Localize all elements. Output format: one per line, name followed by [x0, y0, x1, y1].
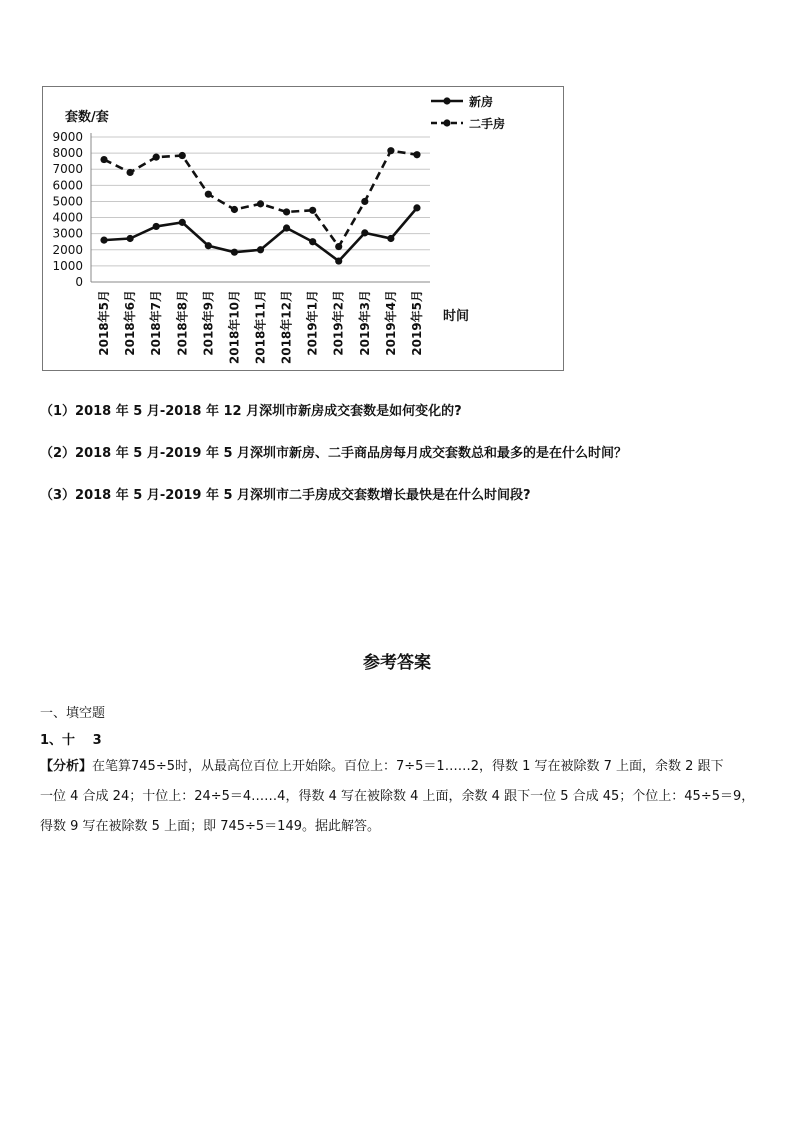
- x-tick-label: 2019年4月: [383, 290, 398, 356]
- analysis-paragraph: [40, 752, 760, 842]
- legend-label: 二手房: [469, 117, 506, 131]
- data-point: [153, 154, 160, 161]
- y-tick-label: 3000: [52, 226, 83, 241]
- data-point: [257, 200, 264, 207]
- x-tick-label: 2018年10月: [227, 290, 242, 365]
- data-point: [153, 223, 160, 230]
- data-point: [283, 208, 290, 215]
- analysis-line-3: 得数 9 写在被除数 5 上面；即 745÷5＝149。据此解答。: [40, 819, 380, 834]
- x-tick-label: 2019年5月: [409, 290, 424, 356]
- data-point: [387, 147, 394, 154]
- x-tick-label: 2019年3月: [357, 290, 372, 356]
- y-tick-label: 2000: [52, 242, 83, 257]
- data-point: [231, 206, 238, 213]
- line-chart: [42, 86, 564, 371]
- data-point: [179, 152, 186, 159]
- y-tick-label: 8000: [52, 146, 83, 161]
- x-tick-label: 2018年6月: [123, 290, 138, 356]
- x-tick-label: 2018年5月: [97, 290, 112, 356]
- y-tick-label: 1000: [52, 258, 83, 273]
- data-point: [127, 169, 134, 176]
- data-point: [179, 219, 186, 226]
- data-point: [283, 224, 290, 231]
- x-tick-label: 2019年1月: [305, 290, 320, 356]
- x-tick-label: 2018年9月: [201, 290, 216, 356]
- question-2: （2）2018 年 5 月-2019 年 5 月深圳市新房、二手商品房每月成交套数总和最多的是在什么时间？: [40, 446, 628, 461]
- section-heading: 一、填空题: [40, 706, 106, 721]
- data-point: [231, 249, 238, 256]
- y-tick-label: 7000: [52, 162, 83, 177]
- data-point: [100, 156, 107, 163]
- question-3: （3）2018 年 5 月-2019 年 5 月深圳市二手房成交套数增长最快是在什么时间段?: [40, 488, 531, 503]
- y-tick-label: 6000: [52, 178, 83, 193]
- data-point: [127, 235, 134, 242]
- data-point: [361, 198, 368, 205]
- y-tick-label: 0: [75, 275, 83, 289]
- data-point: [205, 191, 212, 198]
- data-point: [309, 207, 316, 214]
- x-tick-label: 2018年12月: [279, 290, 294, 365]
- y-tick-label: 4000: [52, 210, 83, 225]
- data-point: [335, 257, 342, 264]
- data-point: [413, 151, 420, 158]
- legend-marker: [443, 97, 450, 104]
- y-tick-label: 9000: [52, 130, 83, 144]
- x-tick-label: 2019年2月: [331, 290, 346, 356]
- analysis-line-2: 一位 4 合成 24；十位上：24÷5＝4……4，得数 4 写在被除数 4 上面，余数 4 跟下一位 5 合成 45；个位上：45÷5＝9，: [40, 789, 755, 804]
- x-tick-label: 2018年7月: [149, 290, 164, 356]
- answers-title: 参考答案: [363, 653, 431, 673]
- data-point: [100, 237, 107, 244]
- data-point: [309, 238, 316, 245]
- data-point: [257, 246, 264, 253]
- x-axis-title: 时间: [443, 309, 470, 324]
- analysis-line-1: 在笔算745÷5时，从最高位百位上开始除。百位上：7÷5＝1……2，得数 1 写在被除数 7 上面，余数 2 跟下: [92, 759, 724, 774]
- answer-item-1: 1、十 3: [40, 733, 102, 748]
- data-point: [361, 229, 368, 236]
- data-point: [413, 204, 420, 211]
- legend-marker: [443, 119, 450, 126]
- data-point: [205, 242, 212, 249]
- legend-label: 新房: [469, 95, 494, 109]
- x-tick-label: 2018年11月: [253, 290, 268, 365]
- data-point: [335, 243, 342, 250]
- series-line: [104, 151, 417, 247]
- chart-canvas: [43, 87, 565, 372]
- data-point: [387, 235, 394, 242]
- y-axis-title: 套数/套: [65, 110, 109, 125]
- analysis-tag: 【分析】: [40, 759, 93, 774]
- x-tick-label: 2018年8月: [175, 290, 190, 356]
- question-1: （1）2018 年 5 月-2018 年 12 月深圳市新房成交套数是如何变化的?: [40, 404, 462, 419]
- y-tick-label: 5000: [52, 194, 83, 209]
